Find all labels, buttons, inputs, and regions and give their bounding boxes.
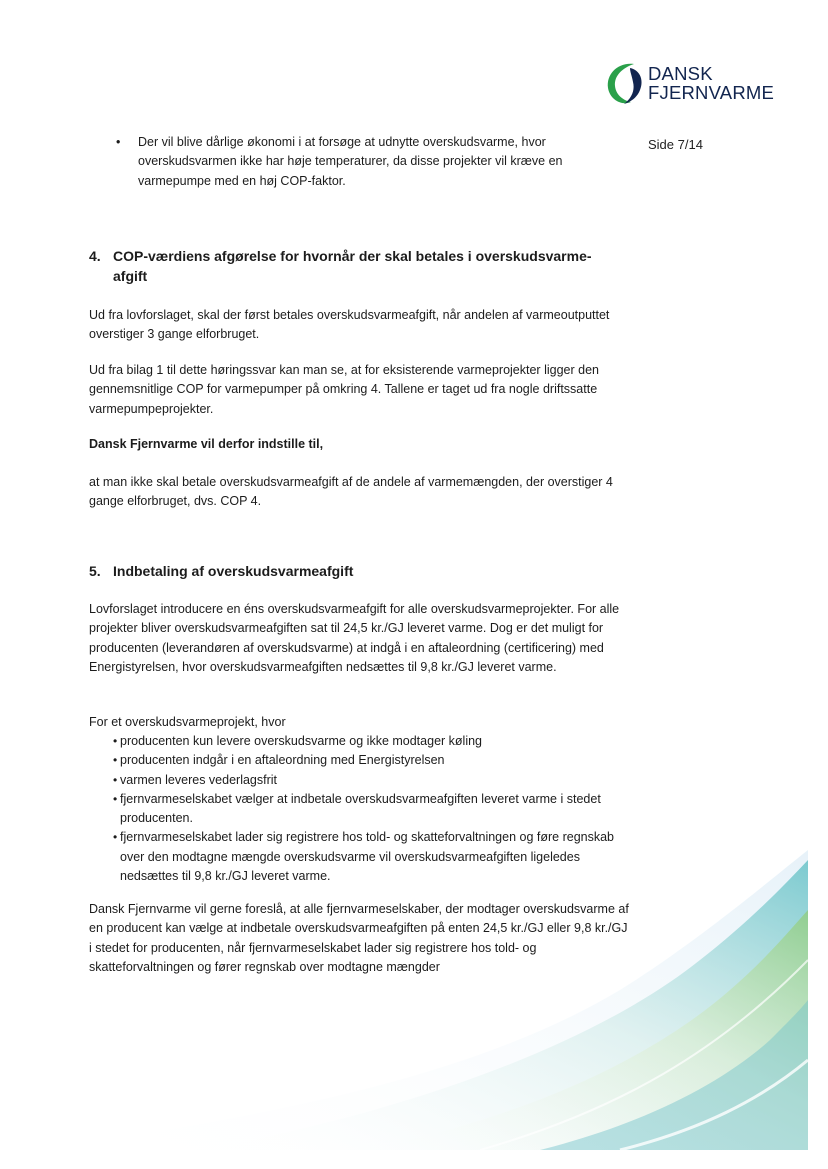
condition-bullet-list (89, 732, 629, 886)
recommendation-heading (89, 435, 629, 454)
section-title-line-1: COP-værdiens afgørelse for hvornår der skal betales i overskudsvarme- (113, 248, 592, 264)
logo-line-1: DANSK (648, 63, 713, 84)
list-item: • fjernvarmeselskabet lader sig registrere hos told- og skatteforvaltningen og føre regnskab over den modtagne mængde overskudsvarme vil overskudsvarmeafgiften ligeledes nedsættes til 9,8 kr./GJ leveret varme. (89, 828, 629, 886)
list-item: • producenten kun levere overskudsvarme og ikke modtager køling (89, 732, 629, 751)
intro-bullet-list (89, 133, 629, 191)
section-4-heading (89, 246, 629, 286)
paragraph: Ud fra bilag 1 til dette høringssvar kan man se, at for eksisterende varmeprojekter ligger den gennemsnitlige COP for varmepumper på omkring 4. Tallene er taget ud fra nogle driftssatte varmepumpeprojekter. (89, 363, 599, 416)
list-item: • fjernvarmeselskabet vælger at indbetale overskudsvarmeafgiften leveret varme i stedet producenten. (89, 790, 629, 829)
logo-line-2: FJERNVARME (648, 82, 775, 103)
list-item: • Der vil blive dårlige økonomi i at forsøge at udnytte overskudsvarme, hvor overskudsvarmen ikke har høje temperaturer, da disse projekter vil kræve en varmepumpe med en høj COP-faktor. (89, 133, 629, 191)
paragraph: Ud fra lovforslaget, skal der først betales overskudsvarmeafgift, når andelen af varmeoutputtet overstiger 3 gange elforbruget. (89, 308, 610, 342)
section-5-heading (89, 561, 629, 581)
list-item: • varmen leveres vederlagsfrit (89, 771, 629, 790)
section-title: Indbetaling af overskudsvarmeafgift (113, 563, 354, 579)
list-item: • producenten indgår i en aftaleordning med Energistyrelsen (89, 751, 629, 770)
dansk-fjernvarme-logo (604, 60, 779, 108)
list-intro: For et overskudsvarmeprojekt, hvor (89, 715, 286, 729)
recommendation-heading-text: Dansk Fjernvarme vil derfor indstille til, (89, 437, 324, 451)
section-number: 4. (89, 248, 101, 264)
logo-swirl-icon (604, 60, 646, 108)
section-number: 5. (89, 563, 101, 579)
paragraph: Lovforslaget introducere en éns overskudsvarmeafgift for alle overskudsvarmeprojekter. For alle projekter bliver overskudsvarmeafgiften sat til 24,5 kr./GJ leveret varme. Dog er det muligt for producenten (leverandøren af overskudsvarme) at indgå i en aftaleordning (certificering) med Energistyrelsen, hvor overskudsvarmeafgiften nedsættes til 9,8 kr./GJ leveret varme. (89, 602, 620, 674)
paragraph: at man ikke skal betale overskudsvarmeafgift af de andele af varmemængden, der overstiger 4 gange elforbruget, dvs. COP 4. (89, 475, 613, 509)
section-title-line-2: afgift (113, 268, 148, 284)
logo-wordmark (648, 64, 774, 102)
paragraph: Dansk Fjernvarme vil gerne foreslå, at alle fjernvarmeselskaber, der modtager overskudsvarme af en producent kan vælge at indbetale overskudsvarmeafgiften på enten 24,5 kr./GJ eller 9,8 kr./GJ i stedet for producenten, når fjernvarmeselskabet lader sig registrere hos told- og skatteforvaltningen og fører regnskab over modtagne mængder (89, 902, 629, 974)
page-number: Side 7/14 (648, 137, 703, 152)
